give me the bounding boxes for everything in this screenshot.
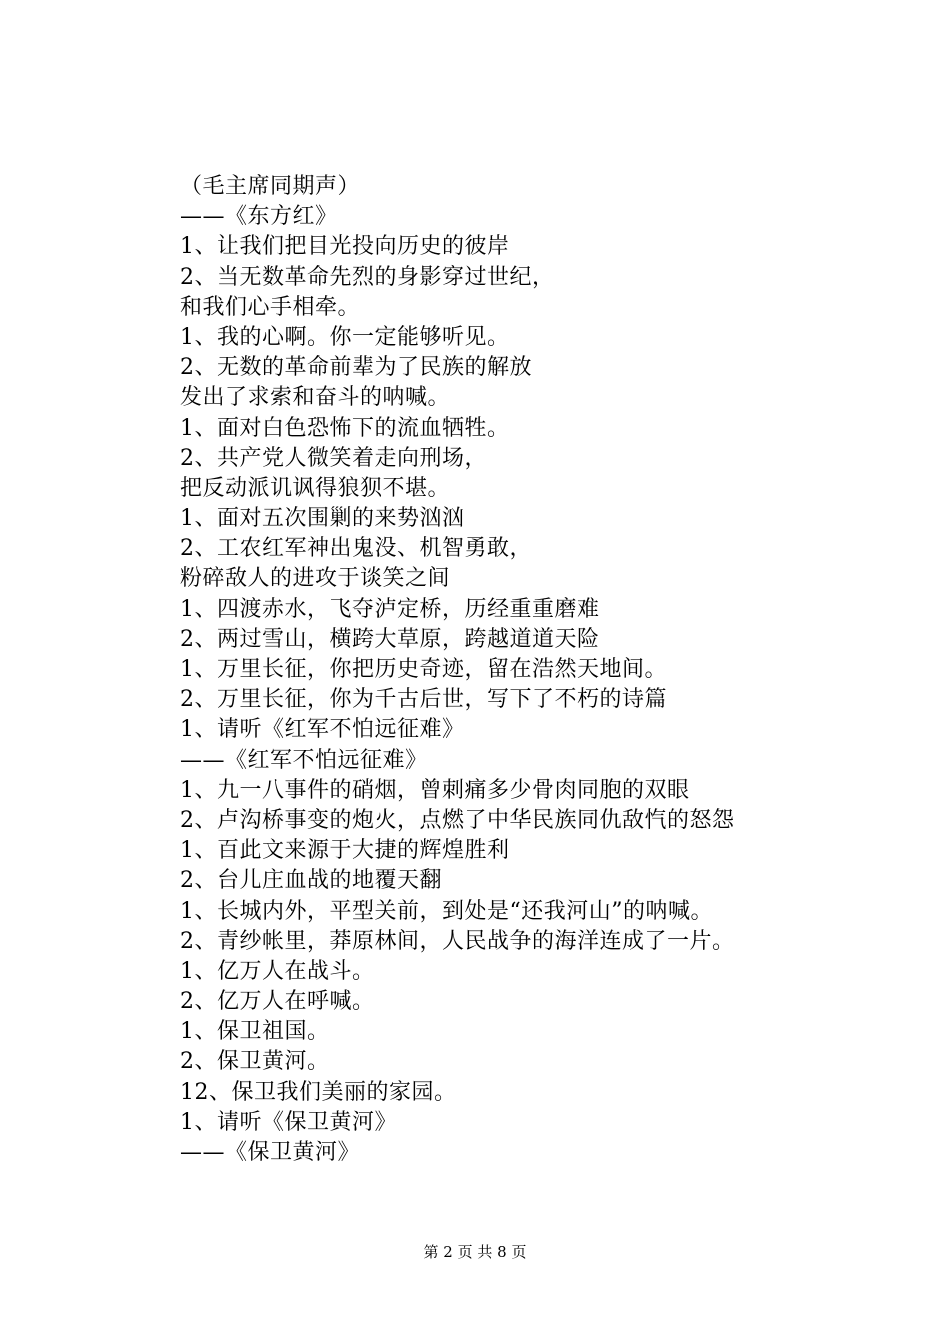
text-line: 2、万里长征，你为千古后世，写下了不朽的诗篇 — [180, 687, 667, 713]
text-line: 1、我的心啊。你一定能够听见。 — [180, 324, 510, 350]
text-line: 把反动派讥讽得狼狈不堪。 — [180, 475, 451, 501]
text-line: 1、请听《红军不怕远征难》 — [180, 717, 465, 743]
text-line: 1、面对五次围剿的来势汹汹 — [180, 506, 465, 532]
page-number-footer: 第 2 页 共 8 页 — [423, 1243, 527, 1261]
text-line: 和我们心手相牵。 — [180, 294, 361, 320]
text-line: 1、让我们把目光投向历史的彼岸 — [180, 234, 510, 260]
text-line: 2、卢沟桥事变的炮火，点燃了中华民族同仇敌忾的怒怨 — [180, 807, 735, 833]
document-body — [180, 172, 880, 1168]
text-line: 1、百此文来源于大捷的辉煌胜利 — [180, 838, 510, 864]
text-line: 1、保卫祖国。 — [180, 1019, 330, 1045]
text-line: 1、长城内外，平型关前，到处是“还我河山”的呐喊。 — [180, 898, 713, 924]
text-line: 发出了求索和奋斗的呐喊。 — [180, 385, 451, 411]
text-line: 2、工农红军神出鬼没、机智勇敢， — [180, 536, 532, 562]
text-line: 2、当无数革命先烈的身影穿过世纪， — [180, 264, 555, 290]
text-line: ——《东方红》 — [180, 204, 338, 230]
text-line: ——《保卫黄河》 — [180, 1140, 361, 1165]
text-line: 2、亿万人在呼喊。 — [180, 989, 375, 1015]
text-line: 1、四渡赤水，飞夺泸定桥，历经重重磨难 — [180, 596, 600, 622]
text-line: 1、请听《保卫黄河》 — [180, 1109, 397, 1135]
text-line: 1、万里长征，你把历史奇迹，留在浩然天地间。 — [180, 657, 667, 682]
text-line: 2、共产党人微笑着走向刑场， — [180, 445, 487, 471]
text-line: 2、保卫黄河。 — [180, 1049, 330, 1075]
text-line: ——《红军不怕远征难》 — [180, 747, 428, 773]
text-line: （毛主席同期声） — [180, 174, 361, 199]
text-line: 2、无数的革命前辈为了民族的解放 — [180, 355, 532, 381]
text-line: 2、青纱帐里，莽原林间，人民战争的海洋连成了一片。 — [180, 928, 735, 954]
text-line: 2、两过雪山，横跨大草原，跨越道道天险 — [180, 626, 600, 652]
text-line: 1、九一八事件的硝烟，曾刺痛多少骨肉同胞的双眼 — [180, 777, 690, 803]
text-line: 1、面对白色恐怖下的流血牺牲。 — [180, 415, 510, 441]
text-line: 1、亿万人在战斗。 — [180, 958, 375, 984]
text-line: 粉碎敌人的进攻于谈笑之间 — [180, 566, 451, 592]
text-line: 2、台儿庄血战的地覆天翻 — [180, 868, 442, 894]
text-line: 12、保卫我们美丽的家园。 — [180, 1079, 457, 1105]
